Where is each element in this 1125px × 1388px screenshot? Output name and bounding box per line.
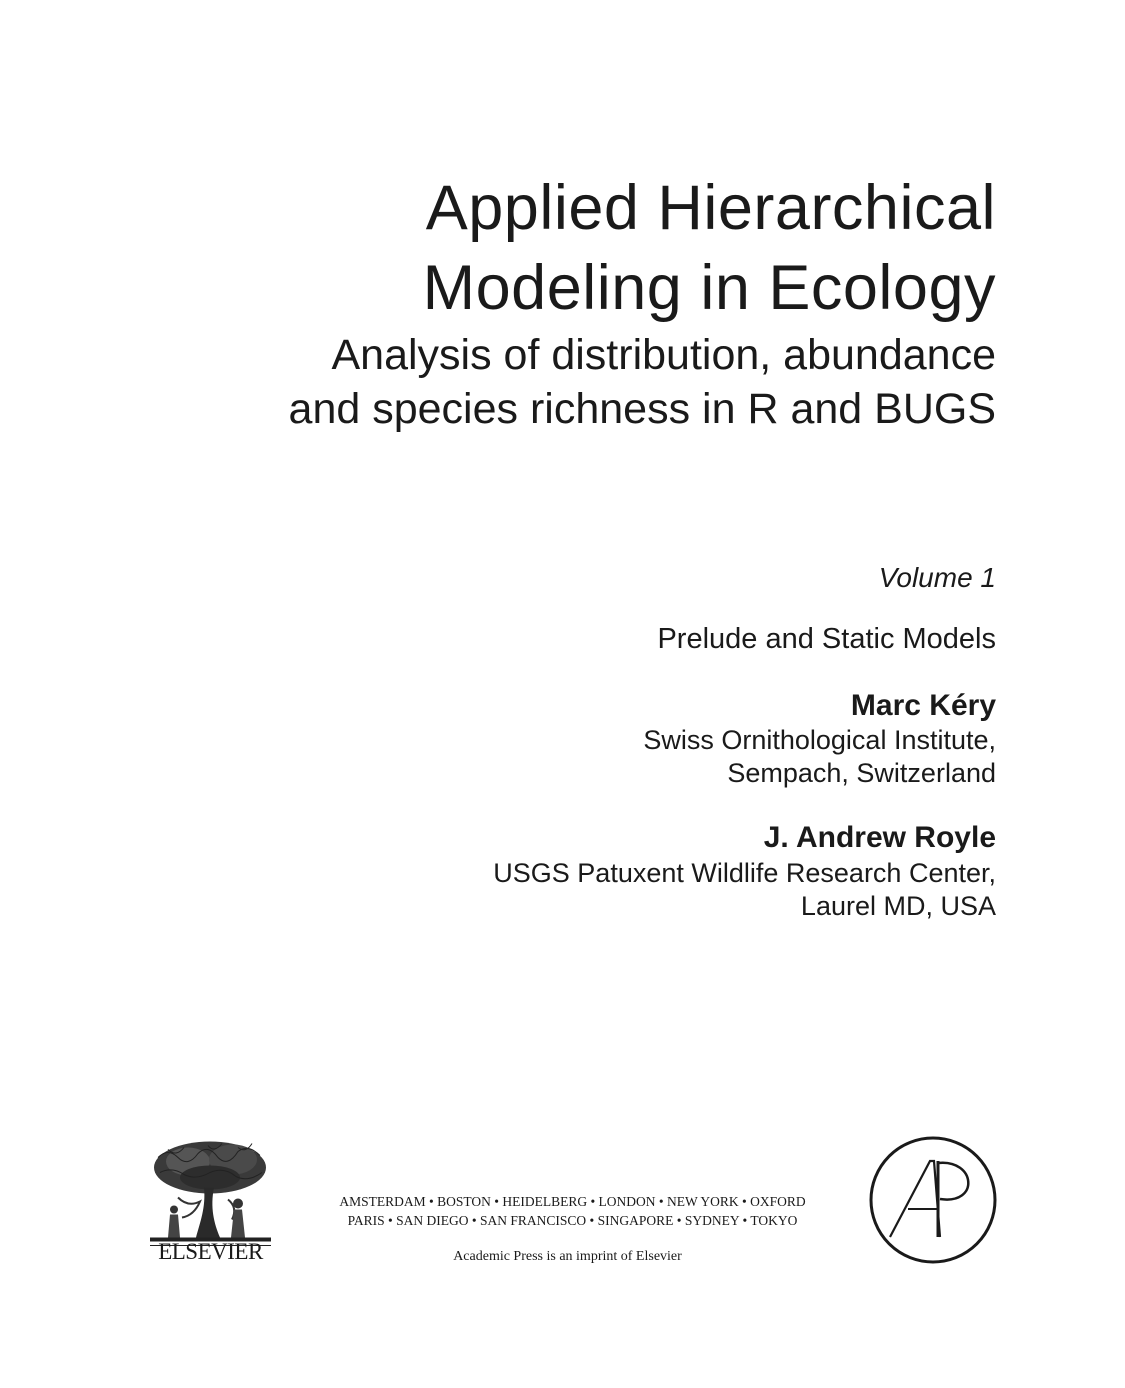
- author-name: J. Andrew Royle: [763, 821, 996, 854]
- elsevier-wordmark: ELSEVIER: [158, 1239, 263, 1264]
- author-affiliation: Swiss Ornithological Institute,: [643, 725, 996, 755]
- author-affiliation: USGS Patuxent Wildlife Research Center,: [493, 858, 996, 888]
- author-name: Marc Kéry: [850, 689, 996, 722]
- author-affiliation: Laurel MD, USA: [800, 891, 996, 921]
- publisher-cities-line-2: PARIS • SAN DIEGO • SAN FRANCISCO • SINGAPORE • SYDNEY • TOKYO: [347, 1213, 798, 1228]
- book-subtitle-line-1: Analysis of distribution, abundance: [331, 331, 996, 379]
- imprint-note: Academic Press is an imprint of Elsevier: [453, 1249, 682, 1264]
- book-title-line-2: Modeling in Ecology: [422, 253, 996, 323]
- part-title: Prelude and Static Models: [657, 623, 996, 655]
- book-subtitle-line-2: and species richness in R and BUGS: [288, 385, 996, 433]
- academic-press-ap-icon: [868, 1135, 998, 1265]
- publisher-cities-line-1: AMSTERDAM • BOSTON • HEIDELBERG • LONDON • NEW YORK • OXFORD: [339, 1194, 806, 1209]
- volume-label: Volume 1: [878, 562, 996, 593]
- author-affiliation: Sempach, Switzerland: [727, 758, 996, 788]
- book-title-line-1: Applied Hierarchical: [425, 173, 996, 243]
